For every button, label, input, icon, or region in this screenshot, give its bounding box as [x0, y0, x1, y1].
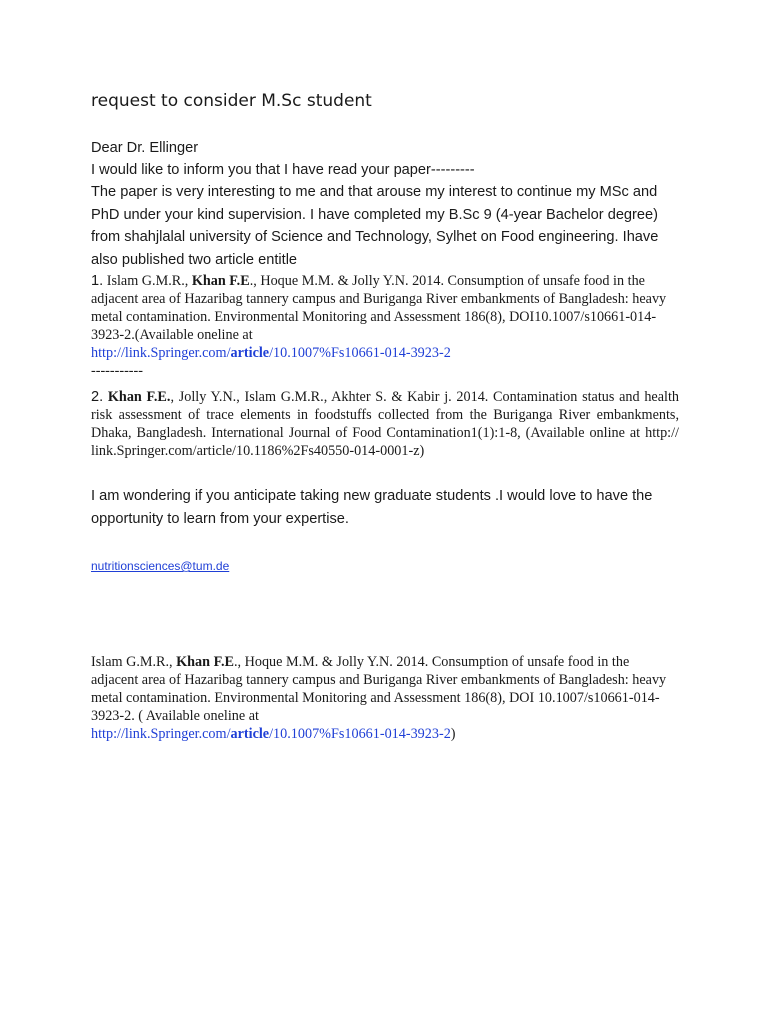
page-title: request to consider M.Sc student: [91, 91, 372, 111]
salutation: Dear Dr. Ellinger: [91, 140, 199, 156]
reference-authors: Islam G.M.R.,: [103, 273, 192, 289]
link-part: /10.1007%Fs10661-014-3923-2: [269, 726, 451, 742]
separator-dashes: -----------: [91, 363, 143, 379]
reference-author-highlight: Khan F.E: [191, 273, 250, 289]
body-paragraph: The paper is very interesting to me and that arouse my interest to continue my MSc and PhD under your kind supervision. I have completed my B.Sc 9 (4-year Bachelor degree) from shahjlalal university of Science and Technology, Sylhet on Food engineering. Ihave also published two article entitle: [91, 184, 659, 268]
reference-citation: , Jolly Y.N., Islam G.M.R., Akhter S. & Kabir j. 2014. Contamination status and health risk assessment of trace elements in foodstuffs collected from the Buriganga River embankments, Dhaka, Bangladesh. International Journal of Food Contamination1(1):1-8, (Available online at http:// link.Springer.com/article/10.1186%2Fs40550-014-0001-z): [91, 389, 679, 459]
reference-number: 2.: [91, 389, 104, 405]
reference-citation: ., Hoque M.M. & Jolly Y.N. 2014. Consumption of unsafe food in the adjacent area of Hazaribag tannery campus and Buriganga River embankments of Bangladesh: heavy metal contamination. Environmental Monitoring and Assessment 186(8), DOI 10.1007/s10661-014-3923-2. ( Available oneline at: [91, 654, 667, 724]
reference-author-highlight: Khan F.E: [176, 654, 234, 670]
reference-author-highlight: Khan F.E.: [103, 389, 171, 405]
reference-link[interactable]: [91, 345, 451, 361]
reference-1: [91, 272, 679, 380]
link-part-bold: article: [230, 726, 270, 742]
closing-paragraph: I am wondering if you anticipate taking new graduate students .I would love to have the opportunity to learn from your expertise.: [91, 488, 653, 527]
intro-line: I would like to inform you that I have read your paper---------: [91, 162, 475, 178]
reference-3: [91, 653, 679, 743]
reference-number: 1.: [91, 273, 104, 289]
link-part: /10.1007%Fs10661-014-3923-2: [269, 345, 451, 361]
reference-link[interactable]: [91, 726, 451, 742]
email-link[interactable]: nutritionsciences@tum.de: [91, 559, 230, 573]
closing-paren: ): [450, 726, 456, 742]
link-part: http://link.Springer.com/: [91, 726, 231, 742]
reference-authors: Islam G.M.R.,: [91, 654, 177, 670]
link-part: http://link.Springer.com/: [91, 345, 231, 361]
reference-2: [91, 388, 679, 460]
link-part-bold: article: [230, 345, 270, 361]
reference-citation: ., Hoque M.M. & Jolly Y.N. 2014. Consumption of unsafe food in the adjacent area of Hazaribag tannery campus and Buriganga River embankments of Bangladesh: heavy metal contamination. Environmental Monitoring and Assessment 186(8), DOI10.1007/s10661-014-3923-2.(Available oneline at: [91, 273, 667, 343]
